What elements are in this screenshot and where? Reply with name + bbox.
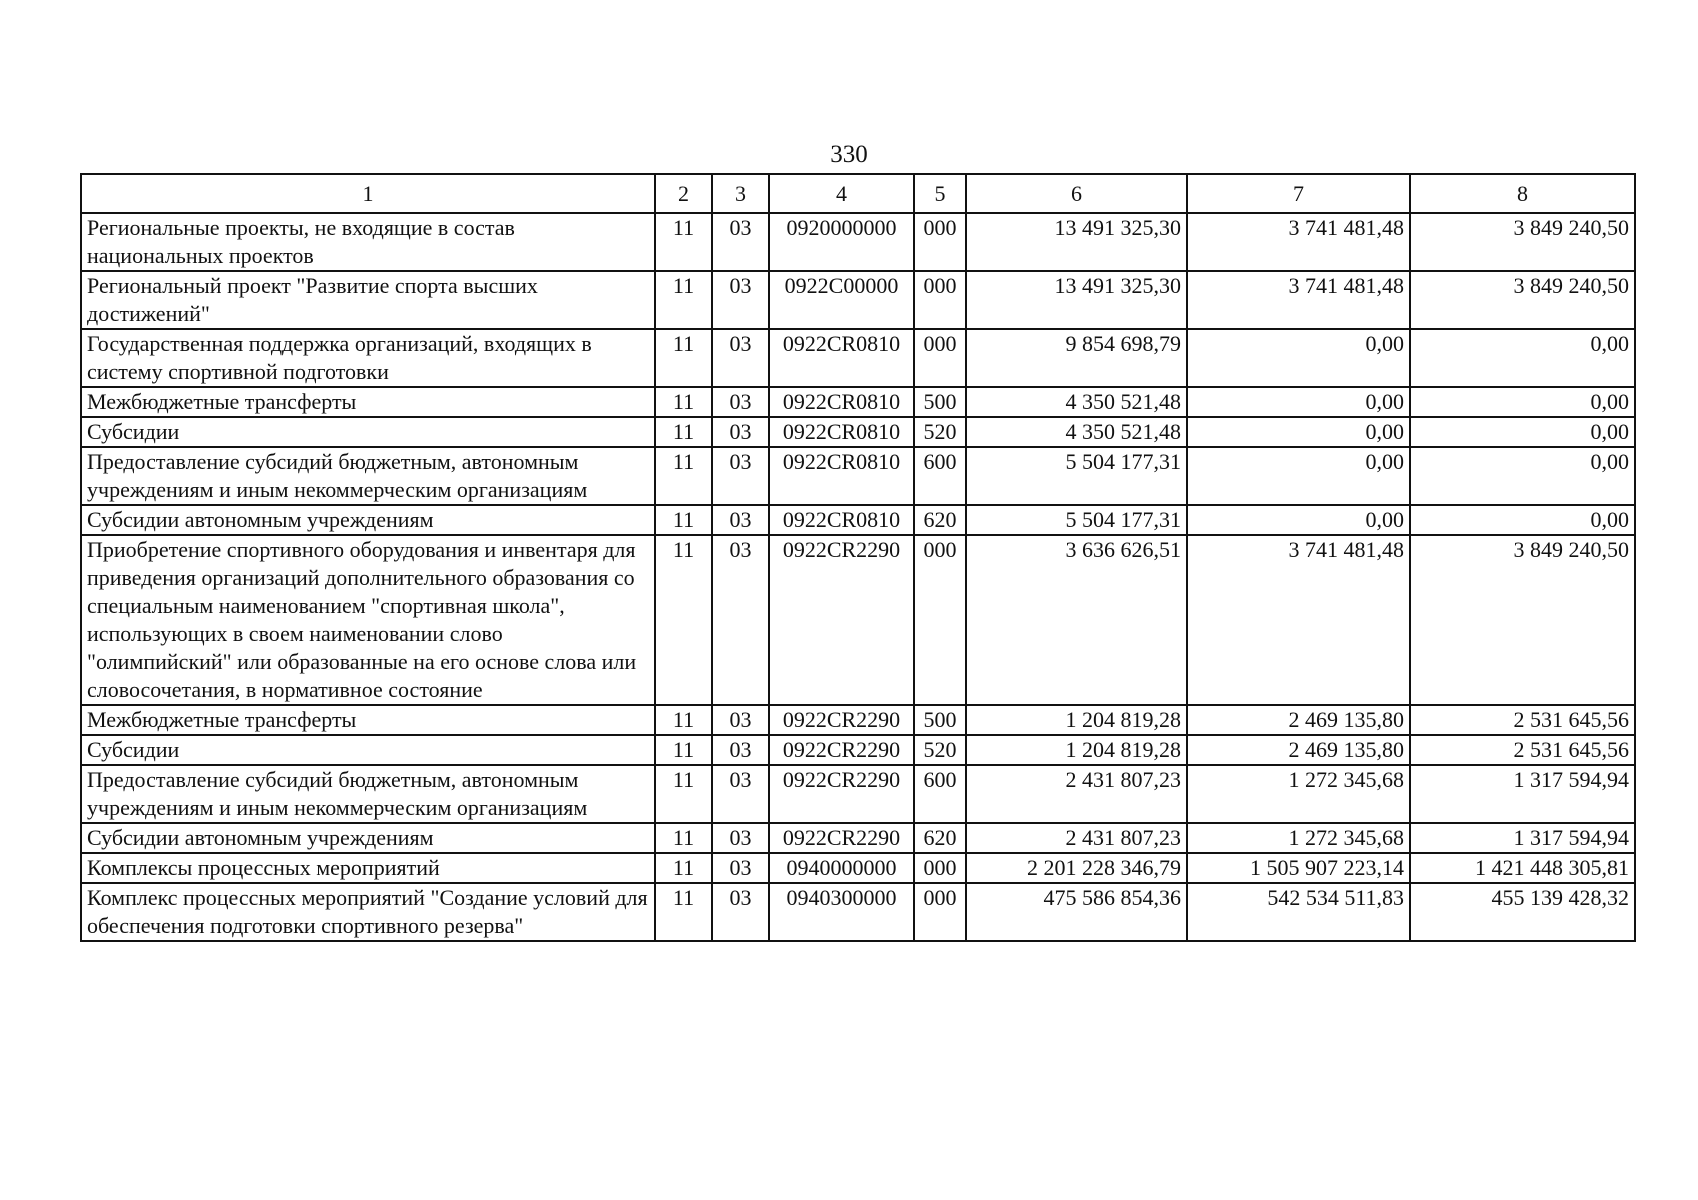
amount-col8-cell: 0,00	[1410, 329, 1635, 387]
amount-col7-cell: 3 741 481,48	[1187, 271, 1410, 329]
expense-name-cell: Государственная поддержка организаций, входящих в систему спортивной подготовки	[81, 329, 655, 387]
amount-col6-cell: 13 491 325,30	[966, 213, 1187, 271]
amount-col6-cell: 475 586 854,36	[966, 883, 1187, 941]
section-code-cell: 11	[655, 329, 712, 387]
amount-col8-cell: 0,00	[1410, 417, 1635, 447]
amount-col7-cell: 1 272 345,68	[1187, 765, 1410, 823]
amount-col8-cell: 3 849 240,50	[1410, 535, 1635, 705]
amount-col7-cell: 3 741 481,48	[1187, 213, 1410, 271]
section-code-cell: 11	[655, 417, 712, 447]
amount-col7-cell: 542 534 511,83	[1187, 883, 1410, 941]
column-number-header: 8	[1410, 174, 1635, 213]
amount-col8-cell: 3 849 240,50	[1410, 213, 1635, 271]
subsection-code-cell: 03	[712, 765, 769, 823]
amount-col7-cell: 0,00	[1187, 505, 1410, 535]
expense-name-cell: Комплекс процессных мероприятий "Создание условий для обеспечения подготовки спортивного резерва"	[81, 883, 655, 941]
target-article-cell: 0922СR2290	[769, 735, 914, 765]
amount-col8-cell: 0,00	[1410, 505, 1635, 535]
subsection-code-cell: 03	[712, 213, 769, 271]
column-number-header: 3	[712, 174, 769, 213]
table-row	[81, 447, 1635, 505]
expense-name-cell: Субсидии	[81, 417, 655, 447]
target-article-cell: 0940000000	[769, 853, 914, 883]
subsection-code-cell: 03	[712, 329, 769, 387]
table-row	[81, 735, 1635, 765]
amount-col8-cell: 3 849 240,50	[1410, 271, 1635, 329]
amount-col7-cell: 0,00	[1187, 329, 1410, 387]
amount-col6-cell: 5 504 177,31	[966, 505, 1187, 535]
expense-type-cell: 620	[914, 505, 966, 535]
column-number-header: 5	[914, 174, 966, 213]
expense-name-cell: Субсидии автономным учреждениям	[81, 823, 655, 853]
amount-col6-cell: 2 431 807,23	[966, 823, 1187, 853]
amount-col7-cell: 0,00	[1187, 447, 1410, 505]
target-article-cell: 0922С00000	[769, 271, 914, 329]
expense-type-cell: 520	[914, 417, 966, 447]
amount-col6-cell: 9 854 698,79	[966, 329, 1187, 387]
expense-type-cell: 600	[914, 765, 966, 823]
expense-name-cell: Межбюджетные трансферты	[81, 387, 655, 417]
expense-type-cell: 500	[914, 387, 966, 417]
column-number-header: 2	[655, 174, 712, 213]
subsection-code-cell: 03	[712, 735, 769, 765]
target-article-cell: 0940300000	[769, 883, 914, 941]
subsection-code-cell: 03	[712, 387, 769, 417]
amount-col6-cell: 2 201 228 346,79	[966, 853, 1187, 883]
amount-col7-cell: 3 741 481,48	[1187, 535, 1410, 705]
section-code-cell: 11	[655, 535, 712, 705]
column-number-row	[81, 174, 1635, 213]
amount-col8-cell: 2 531 645,56	[1410, 705, 1635, 735]
amount-col6-cell: 4 350 521,48	[966, 387, 1187, 417]
section-code-cell: 11	[655, 735, 712, 765]
table-row	[81, 853, 1635, 883]
expense-name-cell: Региональный проект "Развитие спорта высших достижений"	[81, 271, 655, 329]
section-code-cell: 11	[655, 447, 712, 505]
page-number: 330	[830, 141, 868, 168]
table-row	[81, 505, 1635, 535]
amount-col8-cell: 1 421 448 305,81	[1410, 853, 1635, 883]
section-code-cell: 11	[655, 387, 712, 417]
table-row	[81, 823, 1635, 853]
section-code-cell: 11	[655, 271, 712, 329]
expense-type-cell: 000	[914, 883, 966, 941]
subsection-code-cell: 03	[712, 505, 769, 535]
amount-col6-cell: 5 504 177,31	[966, 447, 1187, 505]
amount-col8-cell: 2 531 645,56	[1410, 735, 1635, 765]
target-article-cell: 0922СR0810	[769, 447, 914, 505]
amount-col8-cell: 1 317 594,94	[1410, 823, 1635, 853]
subsection-code-cell: 03	[712, 417, 769, 447]
subsection-code-cell: 03	[712, 271, 769, 329]
amount-col7-cell: 1 505 907 223,14	[1187, 853, 1410, 883]
expense-name-cell: Предоставление субсидий бюджетным, автономным учреждениям и иным некоммерческим организациям	[81, 765, 655, 823]
section-code-cell: 11	[655, 213, 712, 271]
expense-type-cell: 600	[914, 447, 966, 505]
amount-col6-cell: 1 204 819,28	[966, 735, 1187, 765]
table-row	[81, 705, 1635, 735]
expense-name-cell: Субсидии	[81, 735, 655, 765]
expense-type-cell: 000	[914, 329, 966, 387]
table-row	[81, 765, 1635, 823]
amount-col7-cell: 2 469 135,80	[1187, 705, 1410, 735]
column-number-header: 1	[81, 174, 655, 213]
table-row	[81, 535, 1635, 705]
target-article-cell: 0922СR2290	[769, 823, 914, 853]
subsection-code-cell: 03	[712, 883, 769, 941]
table-row	[81, 387, 1635, 417]
expense-name-cell: Субсидии автономным учреждениям	[81, 505, 655, 535]
target-article-cell: 0922СR0810	[769, 387, 914, 417]
amount-col6-cell: 4 350 521,48	[966, 417, 1187, 447]
column-number-header: 6	[966, 174, 1187, 213]
expense-type-cell: 000	[914, 853, 966, 883]
expense-type-cell: 000	[914, 535, 966, 705]
expense-name-cell: Приобретение спортивного оборудования и инвентаря для приведения организаций дополнительного образования со специальным наименованием "спортивная школа", использующих в своем наименовании слово "олимпийский" или образованные на его основе слова или словосочетания, в нормативное состояние	[81, 535, 655, 705]
amount-col7-cell: 1 272 345,68	[1187, 823, 1410, 853]
amount-col6-cell: 2 431 807,23	[966, 765, 1187, 823]
column-number-header: 7	[1187, 174, 1410, 213]
target-article-cell: 0920000000	[769, 213, 914, 271]
subsection-code-cell: 03	[712, 853, 769, 883]
subsection-code-cell: 03	[712, 823, 769, 853]
table-row	[81, 883, 1635, 941]
target-article-cell: 0922СR0810	[769, 329, 914, 387]
target-article-cell: 0922СR2290	[769, 705, 914, 735]
amount-col8-cell: 0,00	[1410, 447, 1635, 505]
amount-col8-cell: 1 317 594,94	[1410, 765, 1635, 823]
column-number-header: 4	[769, 174, 914, 213]
target-article-cell: 0922СR0810	[769, 505, 914, 535]
amount-col7-cell: 0,00	[1187, 417, 1410, 447]
section-code-cell: 11	[655, 765, 712, 823]
amount-col8-cell: 455 139 428,32	[1410, 883, 1635, 941]
subsection-code-cell: 03	[712, 705, 769, 735]
target-article-cell: 0922СR2290	[769, 765, 914, 823]
expense-type-cell: 500	[914, 705, 966, 735]
section-code-cell: 11	[655, 705, 712, 735]
amount-col6-cell: 3 636 626,51	[966, 535, 1187, 705]
expense-name-cell: Комплексы процессных мероприятий	[81, 853, 655, 883]
section-code-cell: 11	[655, 853, 712, 883]
table-row	[81, 417, 1635, 447]
expense-name-cell: Межбюджетные трансферты	[81, 705, 655, 735]
expense-type-cell: 620	[914, 823, 966, 853]
table-row	[81, 271, 1635, 329]
amount-col6-cell: 13 491 325,30	[966, 271, 1187, 329]
expense-type-cell: 000	[914, 213, 966, 271]
section-code-cell: 11	[655, 505, 712, 535]
table-row	[81, 213, 1635, 271]
budget-table	[80, 173, 1636, 942]
table-row	[81, 329, 1635, 387]
expense-name-cell: Региональные проекты, не входящие в состав национальных проектов	[81, 213, 655, 271]
expense-type-cell: 520	[914, 735, 966, 765]
target-article-cell: 0922СR0810	[769, 417, 914, 447]
section-code-cell: 11	[655, 823, 712, 853]
amount-col6-cell: 1 204 819,28	[966, 705, 1187, 735]
amount-col7-cell: 0,00	[1187, 387, 1410, 417]
expense-name-cell: Предоставление субсидий бюджетным, автономным учреждениям и иным некоммерческим организациям	[81, 447, 655, 505]
expense-type-cell: 000	[914, 271, 966, 329]
amount-col8-cell: 0,00	[1410, 387, 1635, 417]
subsection-code-cell: 03	[712, 447, 769, 505]
amount-col7-cell: 2 469 135,80	[1187, 735, 1410, 765]
subsection-code-cell: 03	[712, 535, 769, 705]
section-code-cell: 11	[655, 883, 712, 941]
target-article-cell: 0922СR2290	[769, 535, 914, 705]
